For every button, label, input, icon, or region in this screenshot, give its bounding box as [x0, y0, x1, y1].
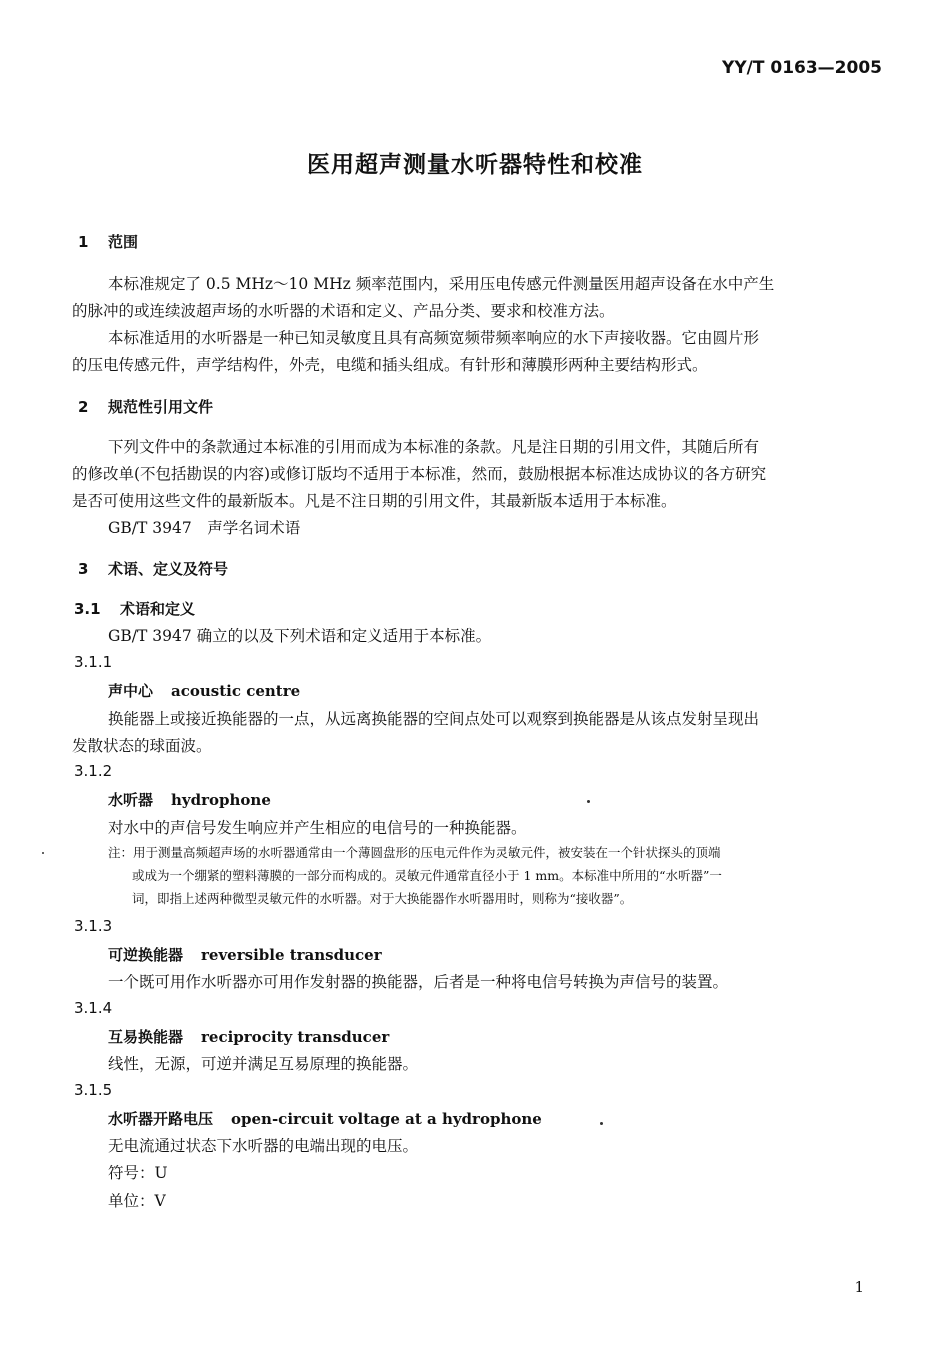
section-3-1-number: 3.1 [74, 600, 101, 618]
term-3-number: 3.1.3 [74, 917, 113, 935]
section-3-1-heading [74, 598, 195, 619]
section-2-title: 规范性引用文件 [108, 398, 214, 416]
term-5-en: open-circuit voltage at a hydrophone [231, 1110, 542, 1128]
term-2-note-line-1: 注：用于测量高频超声场的水听器通常由一个薄圆盘形的压电元件作为灵敏元件，被安装在一个针状探头的顶端 [108, 845, 721, 860]
scan-speck [587, 800, 590, 803]
term-3-en: reversible transducer [201, 946, 382, 964]
term-2-zh: 水听器 [108, 791, 154, 809]
document-title: 医用超声测量水听器特性和校准 [307, 152, 643, 178]
term-2-note-line-3: 词，即指上述两种微型灵敏元件的水听器。对于大换能器作水听器用时，则称为“接收器”。 [132, 891, 633, 906]
term-2-number: 3.1.2 [74, 762, 113, 780]
term-5-def-line-1: 无电流通过状态下水听器的电端出现的电压。 [108, 1137, 419, 1155]
section-1-number: 1 [78, 233, 89, 251]
section-1-title: 范围 [108, 233, 139, 251]
term-2-def-line-1: 对水中的声信号发生响应并产生相应的电信号的一种换能器。 [108, 819, 527, 837]
term-1-def-line-1: 换能器上或接近换能器的一点，从远离换能器的空间点处可以观察到换能器是从该点发射呈现出 [108, 710, 760, 728]
section-3-1-title: 术语和定义 [120, 600, 196, 618]
term-4-def-line-1: 线性，无源，可逆并满足互易原理的换能器。 [108, 1055, 419, 1073]
section-2-heading [78, 396, 213, 417]
section-3-heading [78, 558, 228, 579]
term-4-en: reciprocity transducer [201, 1028, 390, 1046]
term-3-zh: 可逆换能器 [108, 946, 184, 964]
term-3-def-line-1: 一个既可用作水听器亦可用作发射器的换能器，后者是一种将电信号转换为声信号的装置。 [108, 973, 729, 991]
section-2-para-line-1: 下列文件中的条款通过本标准的引用而成为本标准的条款。凡是注日期的引用文件，其随后所有 [108, 438, 760, 456]
term-2-en: hydrophone [171, 791, 271, 809]
section-1-para-1-line-2: 的脉冲的或连续波超声场的水听器的术语和定义、产品分类、要求和校准方法。 [72, 302, 615, 320]
term-5-symbol: 符号：U [108, 1164, 168, 1182]
term-4-name [108, 1026, 389, 1047]
term-5-name [108, 1108, 542, 1129]
section-1-para-2-line-2: 的压电传感元件，声学结构件，外壳，电缆和插头组成。有针形和薄膜形两种主要结构形式。 [72, 356, 708, 374]
scan-speck [600, 1122, 603, 1125]
section-1-heading [78, 231, 138, 252]
term-2-name [108, 789, 271, 810]
term-1-zh: 声中心 [108, 682, 154, 700]
term-5-unit: 单位：V [108, 1192, 166, 1210]
term-1-en: acoustic centre [171, 682, 301, 700]
term-3-name [108, 944, 382, 965]
scan-speck [42, 852, 44, 854]
page-number: 1 [854, 1278, 864, 1296]
term-4-zh: 互易换能器 [108, 1028, 184, 1046]
section-3-title: 术语、定义及符号 [108, 560, 229, 578]
term-4-number: 3.1.4 [74, 999, 113, 1017]
standard-code: YY/T 0163—2005 [722, 58, 882, 78]
term-1-number: 3.1.1 [74, 653, 113, 671]
term-5-number: 3.1.5 [74, 1081, 113, 1099]
term-1-name [108, 680, 300, 701]
term-1-def-line-2: 发散状态的球面波。 [72, 737, 212, 755]
section-2-reference: GB/T 3947 声学名词术语 [108, 519, 301, 537]
section-1-para-1-line-1: 本标准规定了 0.5 MHz～10 MHz 频率范围内，采用压电传感元件测量医用超声设备在水中产生 [108, 275, 775, 293]
section-2-para-line-2: 的修改单(不包括勘误的内容)或修订版均不适用于本标准，然而，鼓励根据本标准达成协议的各方研究 [72, 465, 767, 483]
term-5-zh: 水听器开路电压 [108, 1110, 214, 1128]
section-3-1-intro: GB/T 3947 确立的以及下列术语和定义适用于本标准。 [108, 627, 492, 645]
section-1-para-2-line-1: 本标准适用的水听器是一种已知灵敏度且具有高频宽频带频率响应的水下声接收器。它由圆片形 [108, 329, 760, 347]
section-3-number: 3 [78, 560, 89, 578]
term-2-note-line-2: 或成为一个绷紧的塑料薄膜的一部分而构成的。灵敏元件通常直径小于 1 mm。本标准中所用的“水听器”一 [132, 868, 722, 883]
section-2-para-line-3: 是否可使用这些文件的最新版本。凡是不注日期的引用文件，其最新版本适用于本标准。 [72, 492, 677, 510]
section-2-number: 2 [78, 398, 89, 416]
